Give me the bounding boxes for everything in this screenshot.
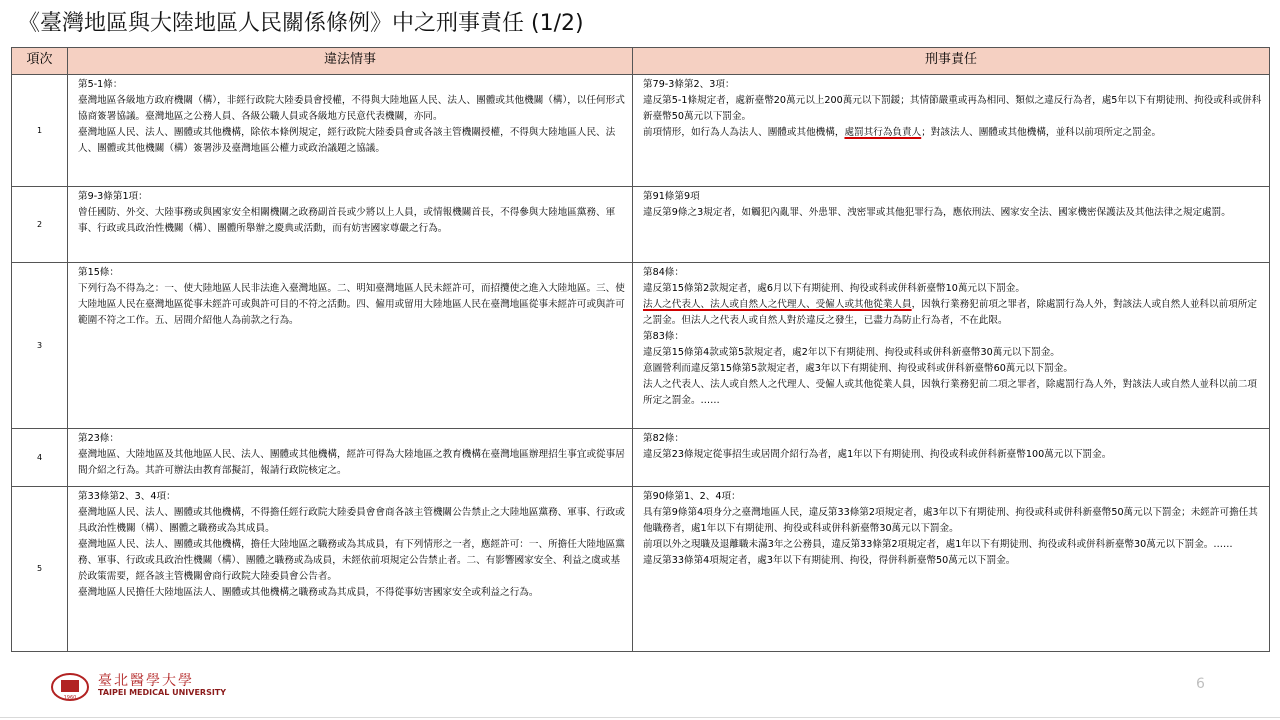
penalty-paragraph [643, 77, 1263, 93]
table-header-row [12, 48, 1270, 75]
university-logo [50, 670, 280, 704]
penalty-paragraph [643, 537, 1263, 553]
penalty-text: 第90條第1、2、4項： [643, 491, 741, 502]
violation-paragraph: 臺灣地區人民、法人、團體或其他機構，除依本條例規定，經行政院大陸委員會或各該主管機關授權，不得與大陸地區人民、法人、團體或其他機關（構）簽署涉及臺灣地區公權力或政治議題之協議。 [78, 127, 616, 154]
penalty-paragraph [643, 431, 1263, 447]
page-number: 6 [1196, 676, 1205, 692]
item-number-cell: 1 [12, 75, 68, 187]
violation-paragraph: 第15條： [78, 267, 119, 278]
penalty-paragraph [643, 505, 1263, 537]
table-row [12, 187, 1270, 263]
penalty-cell [633, 75, 1270, 187]
violation-paragraph: 第33條第2、3、4項： [78, 491, 176, 502]
penalty-text: 第84條： [643, 267, 684, 278]
penalty-paragraph [643, 189, 1263, 205]
penalty-paragraph [643, 345, 1263, 361]
violation-cell [68, 487, 633, 652]
violation-paragraph: 第5-1條： [78, 79, 123, 90]
underlined-highlight: 處罰其行為負責人 [844, 127, 922, 138]
violation-paragraph: 第23條： [78, 433, 119, 444]
penalty-paragraph [643, 265, 1263, 281]
penalty-paragraph [643, 281, 1263, 297]
penalty-text: 違反第33條第4項規定者，處3年以下有期徒刑、拘役，得併科新臺幣50萬元以下罰金。 [643, 555, 1016, 566]
penalty-text: 前項情形，如行為人為法人、團體或其他機構， [643, 127, 845, 138]
penalty-paragraph [643, 125, 1263, 141]
penalty-text: 前項以外之現職及退離職未滿3年之公務員，違反第33條第2項規定者，處1年以下有期徒刑、拘役或科或併科新臺幣30萬元以下罰金。…… [643, 539, 1233, 550]
penalty-cell [633, 429, 1270, 487]
penalty-paragraph [643, 297, 1263, 329]
underlined-highlight: 法人之代表人、法人或自然人之代理人、受僱人或其他從業人員 [643, 299, 912, 310]
penalty-paragraph [643, 489, 1263, 505]
header-penalty: 刑事責任 [633, 48, 1270, 75]
logo-english-name: TAIPEI MEDICAL UNIVERSITY [98, 688, 227, 697]
penalty-cell [633, 187, 1270, 263]
penalty-paragraph [643, 329, 1263, 345]
criminal-liability-table [11, 47, 1270, 652]
penalty-paragraph [643, 447, 1263, 463]
item-number-cell: 3 [12, 263, 68, 429]
penalty-paragraph [643, 377, 1263, 409]
penalty-text: 違反第15條第2款規定者，處6月以下有期徒刑、拘役或科或併科新臺幣10萬元以下罰金。 [643, 283, 1025, 294]
violation-cell [68, 429, 633, 487]
penalty-text: 違反第23條規定從事招生或居間介紹行為者，處1年以下有期徒刑、拘役或科或併科新臺幣100萬元以下罰金。 [643, 449, 1112, 460]
item-number-cell: 4 [12, 429, 68, 487]
university-seal-icon [50, 672, 90, 702]
penalty-cell [633, 487, 1270, 652]
penalty-text: ；對該法人、團體或其他機構，並科以前項所定之罰金。 [921, 127, 1162, 138]
penalty-text: 第91條第9項 [643, 191, 700, 202]
seal-year: 1960 [63, 695, 77, 701]
bottom-divider [0, 717, 1280, 718]
penalty-paragraph [643, 93, 1263, 125]
header-item-no: 項次 [12, 48, 68, 75]
penalty-paragraph [643, 361, 1263, 377]
table-row [12, 429, 1270, 487]
penalty-paragraph [643, 205, 1263, 221]
penalty-text: 第79-3條第2、3項： [643, 79, 735, 90]
item-number-cell: 5 [12, 487, 68, 652]
violation-paragraph: 臺灣地區人民、法人、團體或其他機構，不得擔任經行政院大陸委員會會商各該主管機關公告禁止之大陸地區黨務、軍事、行政或具政治性機關（構）、團體之職務或為其成員。 [78, 507, 625, 534]
penalty-text: 具有第9條第4項身分之臺灣地區人民，違反第33條第2項規定者，處3年以下有期徒刑、拘役或科或併科新臺幣50萬元以下罰金；未經許可擔任其他職務者，處1年以下有期徒刑、拘役或科或併科新臺幣30萬元以下罰金。 [643, 507, 1258, 534]
item-number-cell: 2 [12, 187, 68, 263]
violation-paragraph: 曾任國防、外交、大陸事務或與國家安全相關機關之政務副首長或少將以上人員，或情報機關首長，不得參與大陸地區黨務、軍事、行政或具政治性機關（構）、團體所舉辦之慶典或活動，而有妨害國家尊嚴之行為。 [78, 207, 616, 234]
penalty-text: ，因執行業務犯前項之罪者，除處罰行為人外，對該法人或自然人並科以前項所定之罰金。但法人之代表人或自然人對於違反之發生，已盡力為防止行為者，不在此限。 [643, 299, 1257, 326]
penalty-paragraph [643, 553, 1263, 569]
violation-cell [68, 263, 633, 429]
penalty-text: 意圖營利而違反第15條第5款規定者，處3年以下有期徒刑、拘役或科或併科新臺幣60萬元以下罰金。 [643, 363, 1073, 374]
violation-cell [68, 75, 633, 187]
violation-paragraph: 下列行為不得為之：一、使大陸地區人民非法進入臺灣地區。二、明知臺灣地區人民未經許可，而招攬使之進入大陸地區。三、使大陸地區人民在臺灣地區從事未經許可或與許可目的不符之活動。四、僱用或留用大陸地區人民在臺灣地區從事未經許可或與許可範圍不符之工作。五、居間介紹他人為前款之行為。 [78, 283, 625, 326]
violation-paragraph: 第9-3條第1項： [78, 191, 148, 202]
violation-paragraph: 臺灣地區人民、法人、團體或其他機構，擔任大陸地區之職務或為其成員，有下列情形之一者，應經許可：一、所擔任大陸地區黨務、軍事、行政或具政治性機關（構）、團體之職務或為成員，未經依前項規定公告禁止者。二、有影響國家安全、利益之虞或基於政策需要，經各該主管機關會商行政院大陸委員會公告者。 [78, 539, 625, 582]
violation-cell [68, 187, 633, 263]
penalty-text: 第83條： [643, 331, 684, 342]
penalty-text: 違反第5-1條規定者，處新臺幣20萬元以上200萬元以下罰鍰；其情節嚴重或再為相同、類似之違反行為者，處5年以下有期徒刑、拘役或科或併科新臺幣50萬元以下罰金。 [643, 95, 1262, 122]
violation-paragraph: 臺灣地區各級地方政府機關（構），非經行政院大陸委員會授權，不得與大陸地區人民、法人、團體或其他機關（構），以任何形式協商簽署協議。臺灣地區之公務人員、各級公職人員或各級地方民意代表機關，亦同。 [78, 95, 625, 122]
table-row [12, 487, 1270, 652]
penalty-text: 第82條： [643, 433, 684, 444]
logo-chinese-name: 臺北醫學大學 [98, 673, 194, 689]
slide-title: 《臺灣地區與大陸地區人民關係條例》中之刑事責任 (1/2) [18, 11, 584, 36]
penalty-text: 違反第9條之3規定者，如觸犯內亂罪、外患罪、洩密罪或其他犯罪行為，應依刑法、國家安全法、國家機密保護法及其他法律之規定處罰。 [643, 207, 1231, 218]
violation-paragraph: 臺灣地區、大陸地區及其他地區人民、法人、團體或其他機構，經許可得為大陸地區之教育機構在臺灣地區辦理招生事宜或從事居間介紹之行為。其許可辦法由教育部擬訂，報請行政院核定之。 [78, 449, 625, 476]
table-row [12, 75, 1270, 187]
table-row [12, 263, 1270, 429]
penalty-text: 法人之代表人、法人或自然人之代理人、受僱人或其他從業人員，因執行業務犯前二項之罪者，除處罰行為人外，對該法人或自然人並科以前二項所定之罰金。…… [643, 379, 1257, 406]
header-violation: 違法情事 [68, 48, 633, 75]
penalty-text: 違反第15條第4款或第5款規定者，處2年以下有期徒刑、拘役或科或併科新臺幣30萬元以下罰金。 [643, 347, 1060, 358]
penalty-cell [633, 263, 1270, 429]
violation-paragraph: 臺灣地區人民擔任大陸地區法人、團體或其他機構之職務或為其成員，不得從事妨害國家安全或利益之行為。 [78, 587, 539, 598]
